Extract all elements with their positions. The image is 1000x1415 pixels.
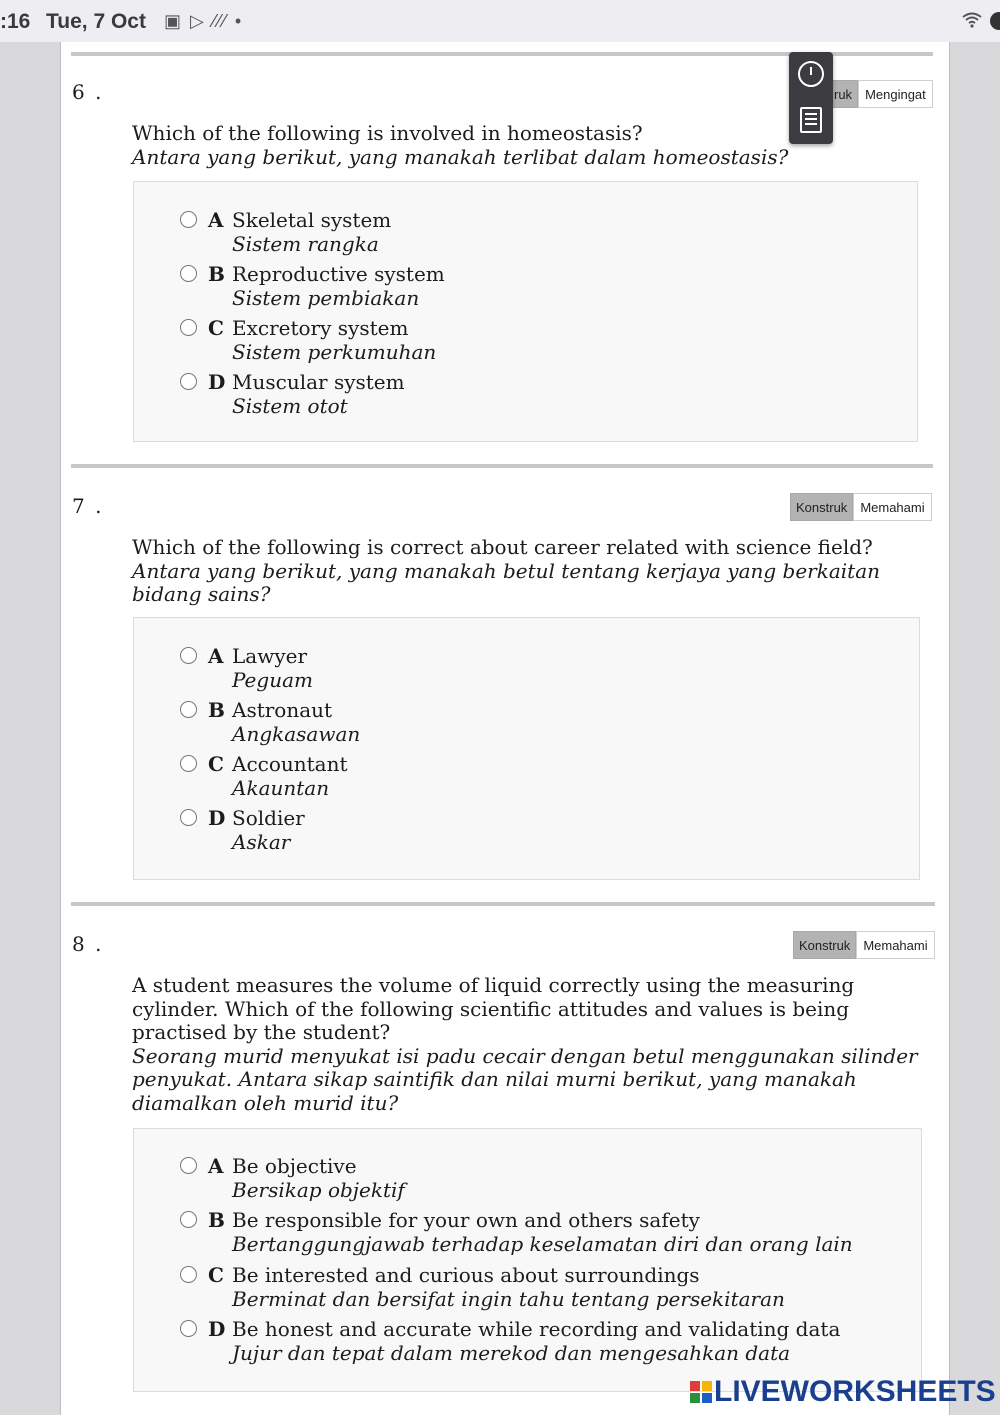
liveworksheets-logo (690, 1374, 996, 1410)
section-divider (71, 464, 933, 468)
radio-button[interactable] (180, 211, 197, 228)
options-box (133, 617, 920, 880)
option-text-ms: Angkasawan (232, 722, 361, 746)
tag-category: Konstruk (793, 931, 856, 959)
question-tags (823, 80, 933, 108)
question-number: 6 . (72, 80, 104, 104)
option-text-ms: Akauntan (232, 776, 330, 800)
radio-button[interactable] (180, 373, 197, 390)
option-text-ms: Askar (232, 830, 291, 854)
question-text (132, 536, 902, 607)
option-letter: C (208, 316, 224, 340)
option-letter: B (208, 698, 225, 722)
tag-category: ruk (823, 80, 858, 108)
option-text-en: Accountant (232, 752, 348, 776)
question-tags (790, 493, 932, 521)
option-text-en: Lawyer (232, 644, 308, 668)
option-text-ms: Bersikap objektif (232, 1178, 405, 1202)
question-text-en: Which of the following is involved in homeostasis? (132, 121, 643, 145)
option-text-ms: Berminat dan bersifat ingin tahu tentang persekitaran (232, 1287, 785, 1311)
option-text-en: Be honest and accurate while recording and validating data (232, 1317, 841, 1341)
radio-button[interactable] (180, 1266, 197, 1283)
radio-button[interactable] (180, 1157, 197, 1174)
option-text-en: Soldier (232, 806, 305, 830)
section-divider (71, 902, 935, 906)
option-letter: A (208, 208, 224, 232)
timer-icon[interactable] (798, 61, 824, 87)
option-text-ms: Peguam (232, 668, 313, 692)
question-number: 7 . (72, 494, 104, 518)
radio-button[interactable] (180, 1320, 197, 1337)
option-letter: D (208, 806, 226, 830)
option-letter: A (208, 1154, 224, 1178)
question-text-ms: Antara yang berikut, yang manakah betul tentang kerjaya yang berkaitan bidang sains? (132, 558, 881, 606)
option-text-en: Astronaut (232, 698, 333, 722)
option-text-en: Be responsible for your own and others safety (232, 1208, 700, 1232)
option-text-en: Muscular system (232, 370, 405, 394)
option-letter: C (208, 752, 224, 776)
question-text-en: Which of the following is correct about career related with science field? (132, 535, 873, 559)
option-text-en: Excretory system (232, 316, 409, 340)
question-tags (793, 931, 935, 959)
wifi-icon (962, 12, 982, 33)
option-letter: D (208, 1317, 226, 1341)
option-text-ms: Bertanggungjawab terhadap keselamatan diri dan orang lain (232, 1232, 853, 1256)
radio-button[interactable] (180, 755, 197, 772)
radio-button[interactable] (180, 265, 197, 282)
radio-button[interactable] (180, 1211, 197, 1228)
status-indicator-icons: ▣ ▷ ⁄⁄⁄ • (164, 11, 244, 31)
radio-button[interactable] (180, 701, 197, 718)
option-text-ms: Sistem perkumuhan (232, 340, 437, 364)
option-text-en: Reproductive system (232, 262, 445, 286)
radio-button[interactable] (180, 809, 197, 826)
option-text-ms: Jujur dan tepat dalam merekod dan mengesahkan data (232, 1341, 791, 1365)
option-letter: D (208, 370, 226, 394)
question-text-ms: Antara yang berikut, yang manakah terlibat dalam homeostasis? (132, 144, 789, 169)
radio-button[interactable] (180, 647, 197, 664)
notes-icon[interactable] (800, 107, 822, 133)
radio-button[interactable] (180, 319, 197, 336)
question-text (132, 974, 922, 1115)
status-date: Tue, 7 Oct (46, 10, 146, 33)
option-text-ms: Sistem pembiakan (232, 286, 420, 310)
option-text-ms: Sistem otot (232, 394, 348, 418)
floating-tool-panel (789, 52, 833, 144)
option-letter: C (208, 1263, 224, 1287)
notification-dot-icon (990, 12, 1000, 30)
status-time: :16 (0, 10, 31, 33)
options-box (133, 1128, 922, 1392)
tag-level: Memahami (856, 931, 934, 959)
question-text-en: A student measures the volume of liquid correctly using the measuring cylinder. Which of the following scientific attitudes and values is being practised by the student? (132, 973, 855, 1044)
tag-category: Konstruk (790, 493, 853, 521)
option-text-ms: Sistem rangka (232, 232, 379, 256)
option-text-en: Be interested and curious about surroundings (232, 1263, 700, 1287)
option-text-en: Be objective (232, 1154, 357, 1178)
option-letter: B (208, 262, 225, 286)
question-number: 8 . (72, 932, 104, 956)
status-bar (0, 0, 1000, 42)
question-text-ms: Seorang murid menyukat isi padu cecair dengan betul menggunakan silinder penyukat. Antara sikap saintifik dan nilai murni berikut, yang manakah diamalkan oleh murid itu? (132, 1043, 918, 1115)
option-text-en: Skeletal system (232, 208, 392, 232)
worksheet-page (60, 42, 950, 1415)
option-letter: B (208, 1208, 225, 1232)
options-box (133, 181, 918, 442)
brand-logo-icon (690, 1381, 712, 1403)
tag-level: Memahami (853, 493, 931, 521)
tag-level: Mengingat (858, 80, 933, 108)
brand-name: LIVEWORKSHEETS (714, 1375, 996, 1408)
option-letter: A (208, 644, 224, 668)
